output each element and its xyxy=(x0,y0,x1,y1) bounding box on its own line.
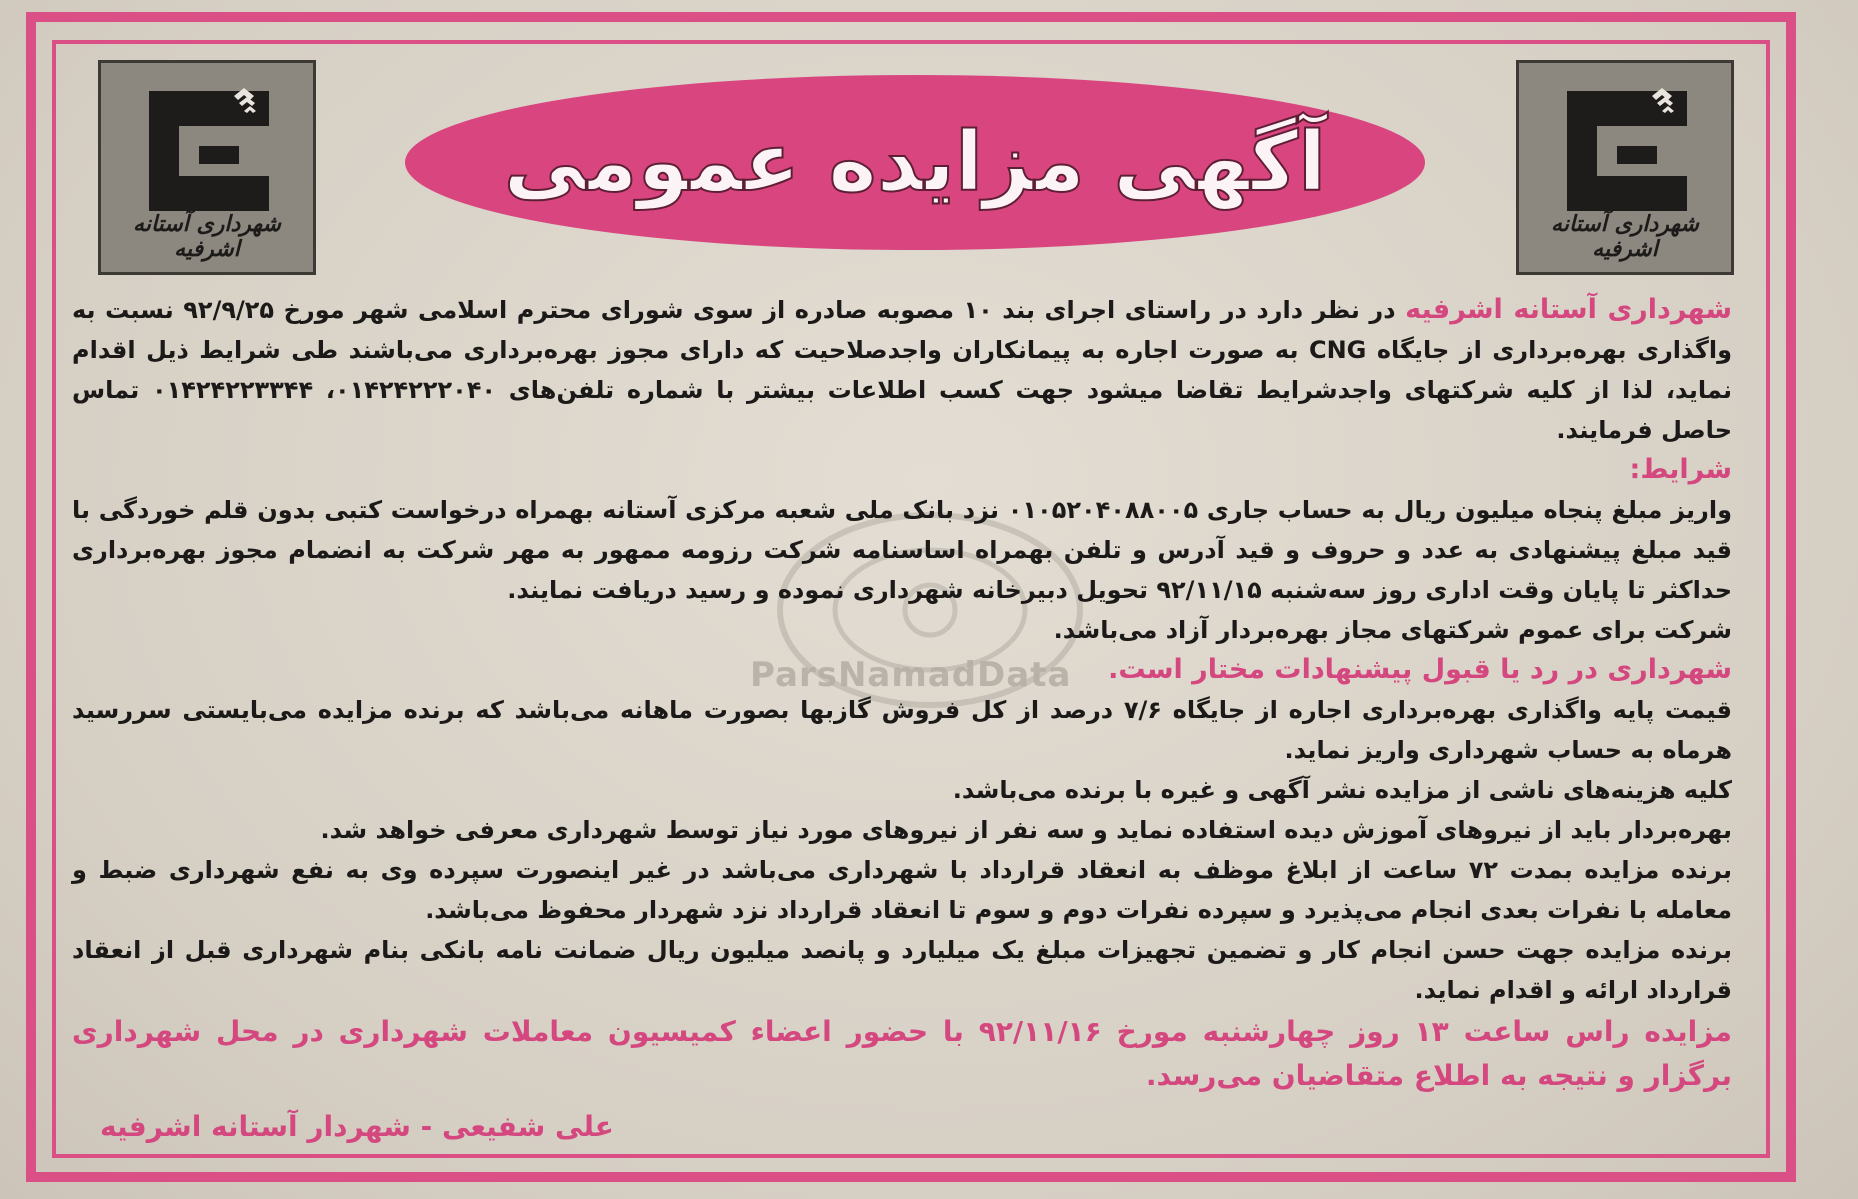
intro-lead: شهرداری آستانه اشرفیه xyxy=(1405,294,1733,325)
municipality-emblem-icon xyxy=(1557,81,1697,221)
municipality-logo-left xyxy=(98,60,316,275)
page-title: آگهی مزایده عمومی xyxy=(503,115,1327,210)
notice-body xyxy=(72,290,1732,1098)
condition-item: برنده مزایده بمدت ۷۲ ساعت از ابلاغ موظف به انعقاد قرارداد با شهرداری می‌باشد در غیر اینصورت سپرده وی به نفع شهرداری ضبط و معامله با نفرات بعدی انجام می‌پذیرد و سپرده نفرات دوم و سوم تا انعقاد قرارداد نزد شهردار محفوظ می‌باشد. xyxy=(72,856,1732,924)
condition-item: قیمت پایه واگذاری بهره‌برداری اجاره از جایگاه ۷/۶ درصد از کل فروش گازبها بصورت ماهانه می‌باشد که برنده مزایده می‌بایستی سررسید هرماه به حساب شهرداری واریز نماید. xyxy=(72,696,1732,764)
condition-item: برنده مزایده جهت حسن انجام کار و تضمین تجهیزات مبلغ یک میلیارد و پانصد میلیون ریال ضمانت نامه بانکی بنام شهرداری قبل از انعقاد قرارداد ارائه و اقدام نماید. xyxy=(72,936,1732,1004)
signature: علی شفیعی - شهردار آستانه اشرفیه xyxy=(100,1110,614,1143)
condition-item: بهره‌بردار باید از نیروهای آموزش دیده استفاده نماید و سه نفر از نیروهای مورد نیاز توسط شهرداری معرفی خواهد شد. xyxy=(320,816,1732,844)
intro-paragraph xyxy=(72,290,1732,450)
auction-date-paragraph: مزایده راس ساعت ۱۳ روز چهارشنبه مورخ ۹۲/۱۱/۱۶ با حضور اعضاء کمیسیون معاملات شهرداری در محل شهرداری برگزار و نتیجه به اطلاع متقاضیان می‌رسد. xyxy=(72,1015,1733,1092)
conditions-heading: شرایط: xyxy=(1629,454,1732,485)
intro-text: در نظر دارد در راستای اجرای بند ۱۰ مصوبه صادره از سوی شورای محترم اسلامی شهر مورخ ۹۲/۹/۲۵ نسبت به واگذاری بهره‌برداری از جایگاه CNG به صورت اجاره به پیمانکاران واجدصلاحیت که دارای مجوز بهره‌برداری می‌باشند طی شرایط ذیل اقدام نماید، لذا از کلیه شرکتهای واجدشرایط تقاضا میشود جهت کسب اطلاعات بیشتر با شماره تلفن‌های ۰۱۴۲۴۲۲۲۰۴۰، ۰۱۴۲۴۲۲۳۳۴۴ تماس حاصل فرمایند. xyxy=(72,296,1732,444)
condition-item: شرکت برای عموم شرکتهای مجاز بهره‌بردار آزاد می‌باشد. xyxy=(1053,616,1732,644)
municipality-emblem-icon xyxy=(139,81,279,221)
condition-item: واریز مبلغ پنجاه میلیون ریال به حساب جاری ۰۱۰۵۲۰۴۰۸۸۰۰۵ نزد بانک ملی شعبه مرکزی آستانه بهمراه درخواست کتبی بدون قلم خوردگی با قید مبلغ پیشنهادی به عدد و حروف و قید آدرس و تلفن بهمراه اساسنامه شرکت رزومه ممهور به مهر شرکت به انضمام مجوز بهره‌برداری حداکثر تا پایان وقت اداری روز سه‌شنبه ۹۲/۱۱/۱۵ تحویل دبیرخانه شهرداری نموده و رسید دریافت نمایند. xyxy=(72,496,1732,604)
title-banner xyxy=(405,75,1425,250)
watermark-text: ParsNamadData xyxy=(750,655,1072,695)
condition-item-highlight: شهرداری در رد یا قبول پیشنهادات مختار است. xyxy=(1108,654,1732,685)
condition-item: کلیه هزینه‌های ناشی از مزایده نشر آگهی و غیره با برنده می‌باشد. xyxy=(952,776,1732,804)
municipality-logo-right xyxy=(1516,60,1734,275)
logo-caption: شهرداری آستانه اشرفیه xyxy=(1551,212,1699,262)
logo-caption: شهرداری آستانه اشرفیه xyxy=(133,212,281,262)
